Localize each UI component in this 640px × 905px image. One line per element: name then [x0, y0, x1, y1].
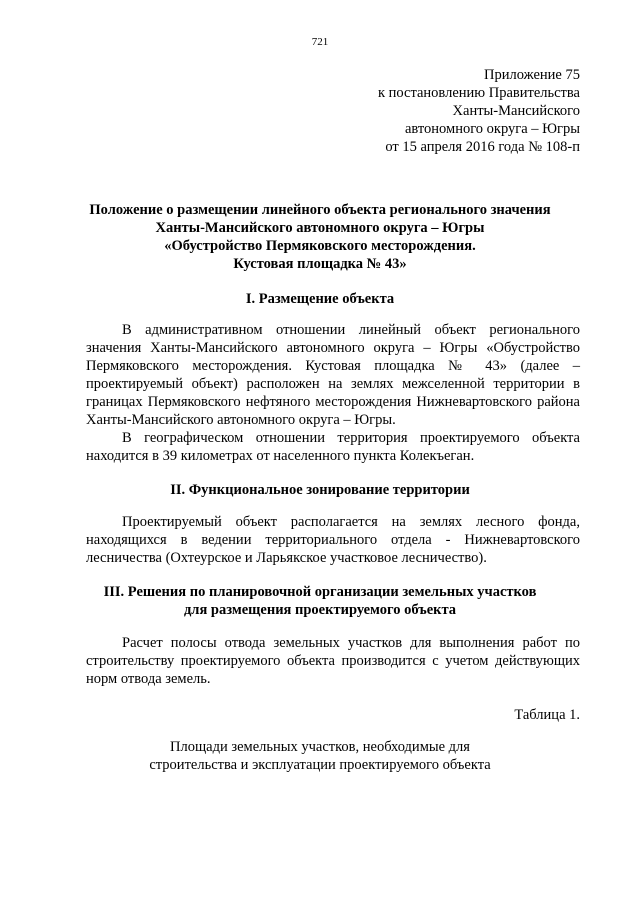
table-label: Таблица 1.: [514, 707, 580, 723]
section3-heading-line: III. Решения по планировочной организации земельных участков: [103, 584, 537, 600]
table-caption-line: Площади земельных участков, необходимые для: [170, 739, 470, 755]
title-line: Положение о размещении линейного объекта регионального значения: [89, 202, 551, 218]
appendix-line: Приложение 75: [484, 67, 580, 83]
appendix-block: [378, 66, 580, 156]
title-line: Ханты-Мансийского автономного округа – Югры: [155, 220, 485, 236]
section2-paragraph: Проектируемый объект располагается на землях лесного фонда, находящихся в ведении территориального отдела - Нижневартовского лесничества (Охтеурское и Ларьякское участковое лесничество).: [86, 514, 580, 566]
section1-heading: I. Размещение объекта: [245, 291, 395, 307]
section3-heading: [60, 583, 580, 619]
document-title: [60, 201, 580, 273]
table-caption-line: строительства и эксплуатации проектируемого объекта: [149, 757, 491, 773]
appendix-line: к постановлению Правительства: [378, 85, 580, 101]
title-line: «Обустройство Пермяковского месторождения.: [164, 238, 476, 254]
section1-paragraph1: В административном отношении линейный объект регионального значения Ханты-Мансийского автономного округа – Югры «Обустройство Пермяковского месторождения. Кустовая площадка № 43» (далее – проектируемый объект) расположен на землях межселенной территории в границах Пермяковского нефтяного месторождения Нижневартовского района Ханты-Мансийского автономного округа – Югры.: [86, 322, 580, 428]
title-line: Кустовая площадка № 43»: [233, 256, 407, 272]
section1-paragraph2: В географическом отношении территория проектируемого объекта находится в 39 километрах от населенного пункта Колекъеган.: [86, 430, 580, 464]
appendix-line: от 15 апреля 2016 года № 108-п: [385, 139, 580, 155]
page-number: 721: [311, 36, 329, 48]
section3-heading-line: для размещения проектируемого объекта: [183, 602, 457, 618]
section2-heading: II. Функциональное зонирование территории: [170, 482, 470, 498]
appendix-line: Ханты-Мансийского: [452, 103, 580, 119]
table-caption: [60, 738, 580, 774]
appendix-line: автономного округа – Югры: [404, 121, 580, 137]
section3-paragraph: Расчет полосы отвода земельных участков для выполнения работ по строительству проектируемого объекта производится с учетом действующих норм отвода земель.: [86, 635, 580, 687]
